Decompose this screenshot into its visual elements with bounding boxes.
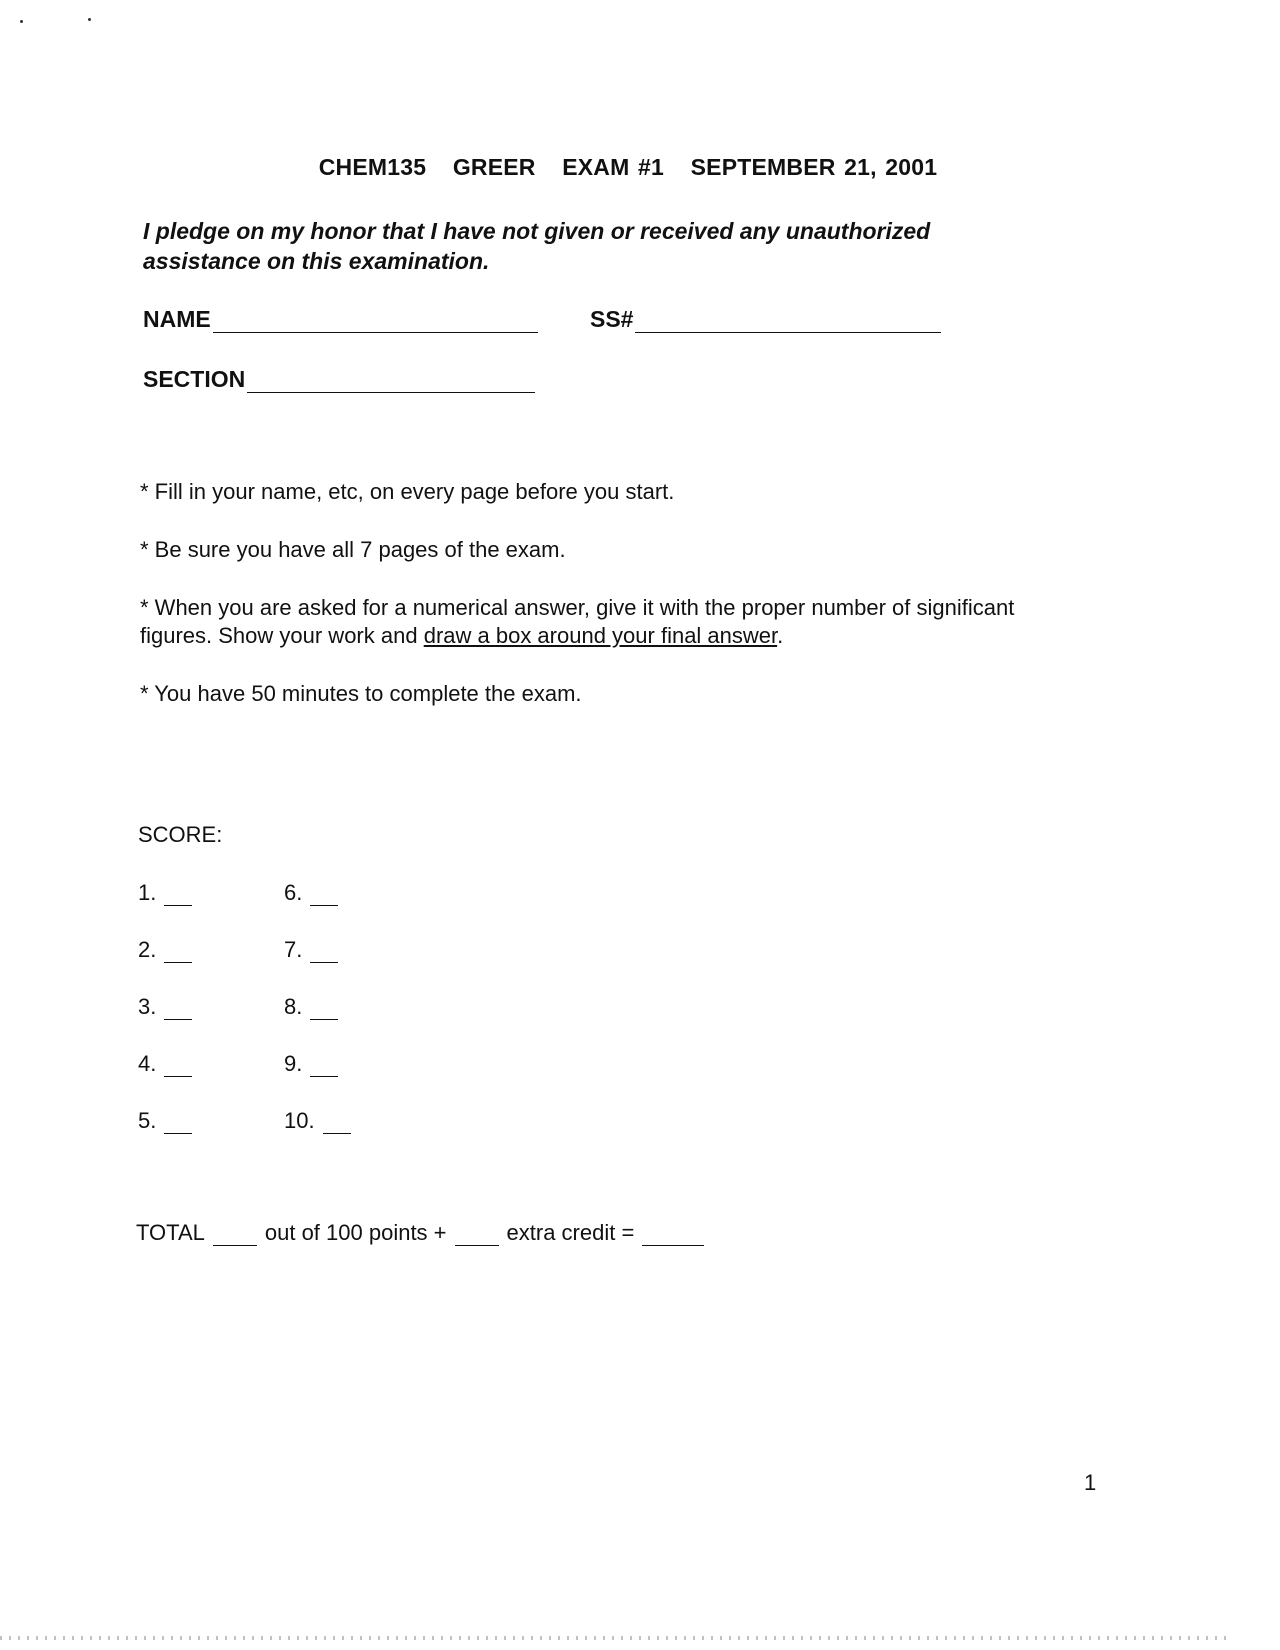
exam-date: SEPTEMBER 21, 2001 <box>690 154 938 180</box>
score-item-2[interactable] <box>138 937 192 963</box>
total-blank[interactable] <box>213 1227 257 1246</box>
ss-label: SS# <box>590 306 634 332</box>
course-code: CHEM135 <box>318 154 427 180</box>
score-blank[interactable] <box>310 1001 338 1020</box>
score-blank[interactable] <box>310 1058 338 1077</box>
score-blank[interactable] <box>310 887 338 906</box>
score-number: 4. <box>138 1051 157 1076</box>
scan-speck <box>88 18 91 21</box>
score-label: SCORE: <box>138 822 223 847</box>
instruction-item: * Be sure you have all 7 pages of the exam. <box>140 537 566 562</box>
score-blank[interactable] <box>164 1001 192 1020</box>
ss-blank[interactable] <box>635 312 941 333</box>
name-field[interactable] <box>143 306 538 333</box>
section-blank[interactable] <box>247 372 535 393</box>
score-item-10[interactable] <box>284 1108 351 1134</box>
instruction-period: . <box>777 623 784 648</box>
total-out-of: out of 100 points + <box>264 1220 447 1245</box>
score-number: 8. <box>284 994 303 1019</box>
exam-number: EXAM #1 <box>562 154 665 180</box>
score-number: 10. <box>284 1108 315 1133</box>
extra-credit-blank[interactable] <box>455 1227 499 1246</box>
score-number: 3. <box>138 994 157 1019</box>
score-blank[interactable] <box>164 887 192 906</box>
score-item-3[interactable] <box>138 994 192 1020</box>
score-item-6[interactable] <box>284 880 338 906</box>
score-number: 6. <box>284 880 303 905</box>
section-label: SECTION <box>143 366 246 392</box>
total-label: TOTAL <box>136 1220 205 1245</box>
score-blank[interactable] <box>164 1115 192 1134</box>
score-number: 5. <box>138 1108 157 1133</box>
score-blank[interactable] <box>310 944 338 963</box>
instructor-name: GREER <box>452 154 536 180</box>
honor-pledge: I pledge on my honor that I have not given or received any unauthorized assistance on this examination. <box>143 218 931 274</box>
score-blank[interactable] <box>323 1115 351 1134</box>
score-blank[interactable] <box>164 1058 192 1077</box>
score-number: 9. <box>284 1051 303 1076</box>
score-number: 1. <box>138 880 157 905</box>
scan-noise-strip <box>0 1636 1230 1640</box>
name-blank[interactable] <box>213 312 538 333</box>
ss-field[interactable] <box>590 306 941 333</box>
instruction-item: * You have 50 minutes to complete the exam. <box>140 681 582 706</box>
score-item-1[interactable] <box>138 880 192 906</box>
instruction-item <box>140 594 1020 650</box>
exam-title <box>0 154 1256 181</box>
score-number: 2. <box>138 937 157 962</box>
grand-total-blank[interactable] <box>642 1227 704 1246</box>
score-item-8[interactable] <box>284 994 338 1020</box>
score-number: 7. <box>284 937 303 962</box>
name-label: NAME <box>143 306 211 332</box>
page-number: 1 <box>1084 1470 1097 1495</box>
extra-credit-label: extra credit = <box>506 1220 635 1245</box>
score-item-7[interactable] <box>284 937 338 963</box>
total-line <box>136 1220 712 1246</box>
score-item-5[interactable] <box>138 1108 192 1134</box>
section-field[interactable] <box>143 366 535 393</box>
score-item-9[interactable] <box>284 1051 338 1077</box>
scan-speck <box>20 20 23 23</box>
score-item-4[interactable] <box>138 1051 192 1077</box>
score-blank[interactable] <box>164 944 192 963</box>
instruction-item: * Fill in your name, etc, on every page before you start. <box>140 479 675 504</box>
instruction-emphasis: draw a box around your final answer <box>423 623 778 648</box>
instruction-text: * When you are asked for a numerical answer, give it with the proper number of significant figures. Show your work and <box>140 595 1015 648</box>
